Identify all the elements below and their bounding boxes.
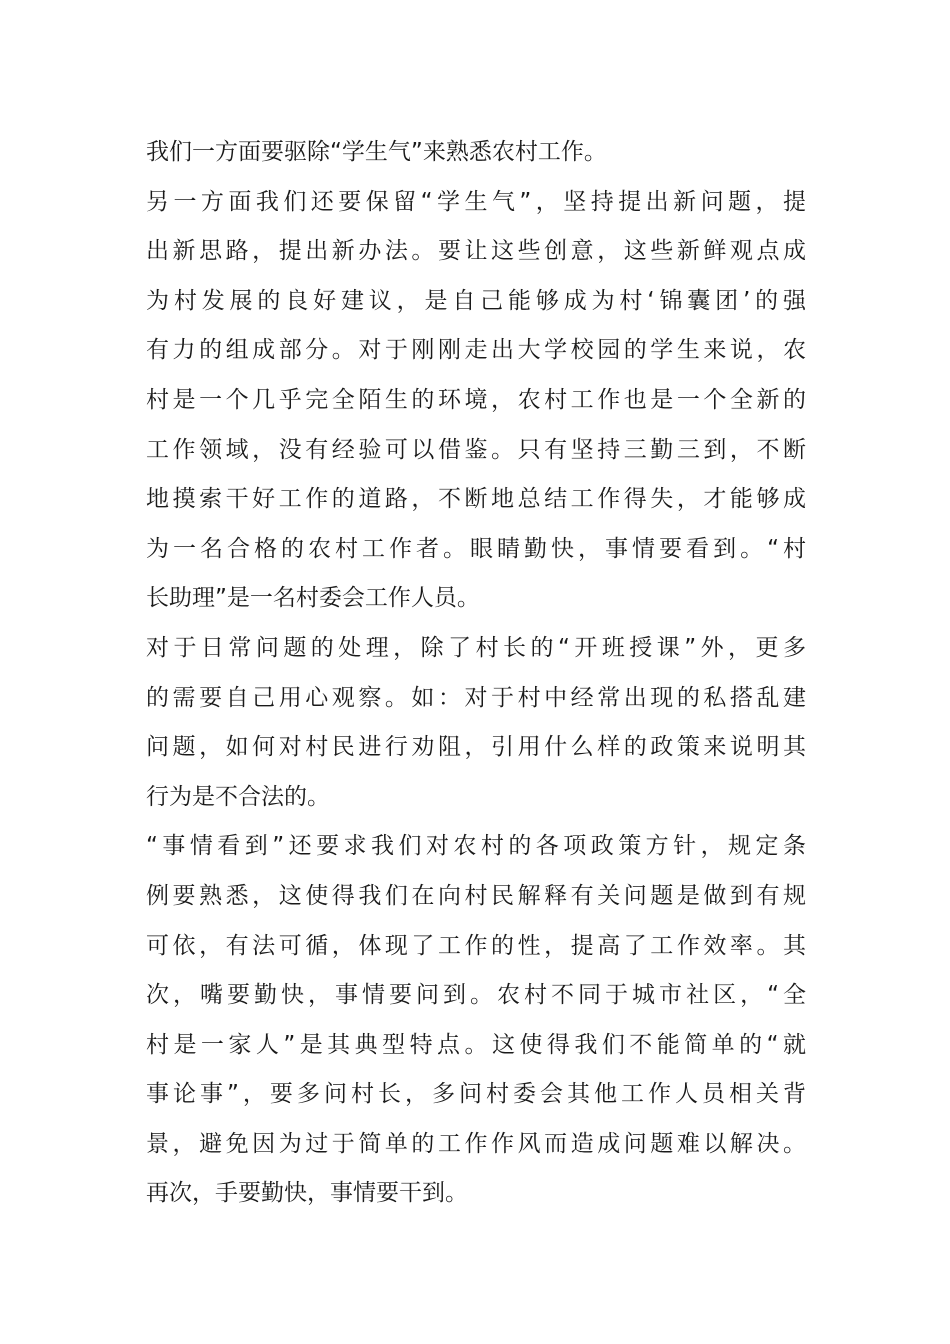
text-line: 出新思路，提出新办法。要让这些创意，这些新鲜观点成: [146, 238, 806, 265]
text-line: 长助理”是一名村委会工作人员。: [146, 585, 480, 612]
text-line: 可依，有法可循，体现了工作的性，提高了工作效率。其: [146, 932, 806, 959]
text-line: 为一名合格的农村工作者。眼睛勤快，事情要看到。“村: [146, 535, 806, 562]
text-line: 为村发展的良好建议，是自己能够成为村‘锦囊团’的强: [146, 287, 806, 314]
text-line: 另一方面我们还要保留“学生气”，坚持提出新问题，提: [146, 188, 806, 215]
text-line: 再次，手要勤快，事情要干到。: [146, 1180, 468, 1207]
text-line: 问题，如何对村民进行劝阻，引用什么样的政策来说明其: [146, 734, 806, 761]
text-line: 对于日常问题的处理，除了村长的“开班授课”外，更多: [146, 634, 806, 661]
text-line: 的需要自己用心观察。如：对于村中经常出现的私搭乱建: [146, 684, 806, 711]
text-line: 有力的组成部分。对于刚刚走出大学校园的学生来说，农: [146, 337, 806, 364]
document-body: [146, 128, 806, 1219]
text-line: 行为是不合法的。: [146, 783, 330, 810]
text-line: 例要熟悉，这使得我们在向村民解释有关问题是做到有规: [146, 882, 806, 909]
text-line: 村是一家人”是其典型特点。这使得我们不能简单的“就: [146, 1031, 806, 1058]
text-line: “事情看到”还要求我们对农村的各项政策方针，规定条: [146, 833, 806, 860]
text-line: 村是一个几乎完全陌生的环境，农村工作也是一个全新的: [146, 386, 806, 413]
text-line: 我们一方面要驱除“学生气”来熟悉农村工作。: [146, 139, 607, 165]
text-line: 次，嘴要勤快，事情要问到。农村不同于城市社区，“全: [146, 982, 806, 1009]
text-line: 景，避免因为过于简单的工作作风而造成问题难以解决。: [146, 1130, 806, 1157]
text-line: 地摸索干好工作的道路，不断地总结工作得失，才能够成: [146, 486, 806, 513]
text-line: 工作领域，没有经验可以借鉴。只有坚持三勤三到，不断: [146, 436, 806, 463]
text-line: 事论事”，要多问村长，多问村委会其他工作人员相关背: [146, 1081, 806, 1108]
